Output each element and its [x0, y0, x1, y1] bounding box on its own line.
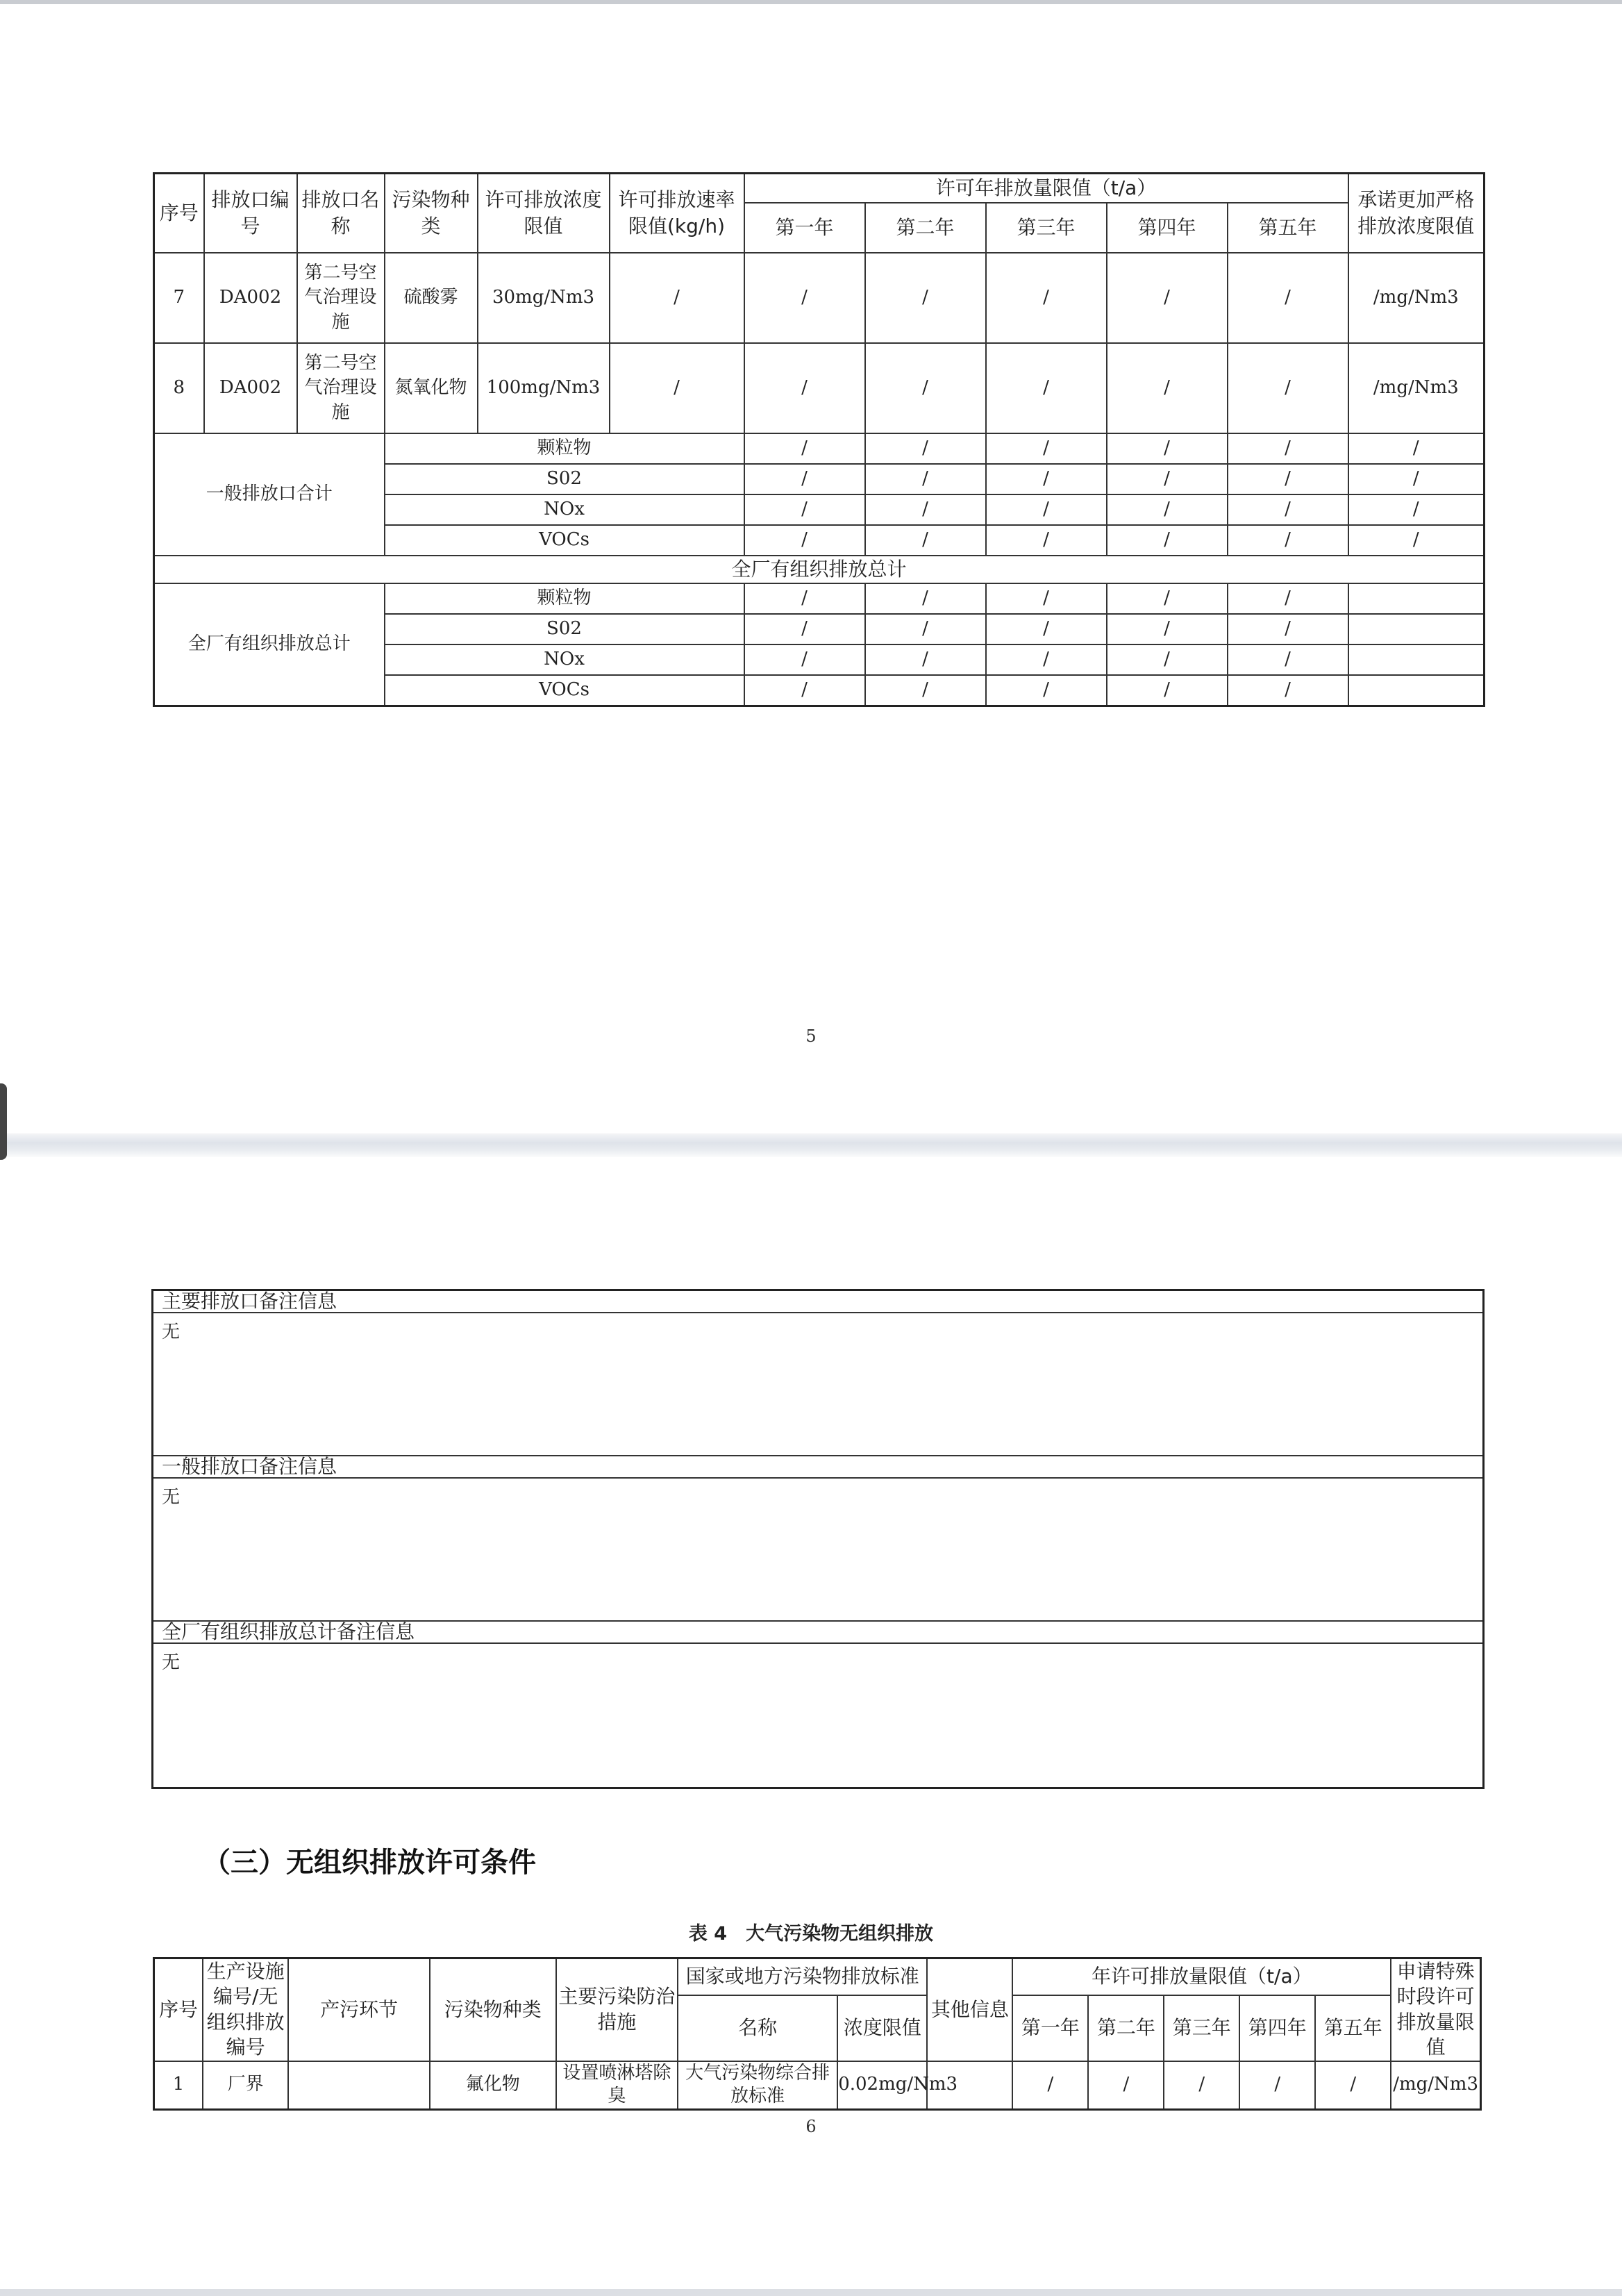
- cell-rate: /: [610, 343, 744, 433]
- cell-empty: [1348, 583, 1485, 614]
- cell-stricter: /: [1348, 464, 1485, 494]
- cell-pollutant: 颗粒物: [385, 433, 744, 464]
- header-stricter: 承诺更加严格排放浓度限值: [1348, 174, 1485, 253]
- note-body: 无: [153, 1313, 1482, 1456]
- header-standard-group: 国家或地方污染物排放标准: [678, 1958, 927, 1995]
- cell-year-1: /: [744, 614, 865, 644]
- table-row: [154, 583, 1485, 614]
- header-other: 其他信息: [927, 1958, 1012, 2061]
- cell-rate: /: [610, 253, 744, 343]
- table-caption: 表 4 大气污染物无组织排放: [688, 1923, 934, 1945]
- table-row: [154, 433, 1485, 464]
- cell-year-5: /: [1228, 675, 1348, 706]
- cell-stricter: /: [1348, 433, 1485, 464]
- cell-year-5: /: [1228, 525, 1348, 556]
- cell-year-2: /: [865, 343, 986, 433]
- section-title: （三）无组织排放许可条件: [203, 1847, 536, 1879]
- cell-year-2: /: [865, 464, 986, 494]
- cell-empty: [1348, 675, 1485, 706]
- binding-mark: [0, 1083, 7, 1160]
- cell-year-4: /: [1107, 433, 1228, 464]
- organized-emission-table: [153, 172, 1485, 707]
- general-total-label: 一般排放口合计: [154, 433, 385, 556]
- header-special: 申请特殊时段许可排放量限值: [1391, 1958, 1480, 2061]
- cell-year-1: /: [1012, 2061, 1088, 2110]
- header-standard-name: 名称: [678, 1995, 837, 2061]
- cell-year-5: /: [1228, 644, 1348, 675]
- cell-year-5: /: [1315, 2061, 1391, 2110]
- cell-year-1: /: [744, 525, 865, 556]
- header-measures: 主要污染防治措施: [556, 1958, 678, 2061]
- header-conc-limit: 许可排放浓度限值: [478, 174, 610, 253]
- cell-year-1: /: [744, 464, 865, 494]
- cell-stricter: /mg/Nm3: [1348, 343, 1485, 433]
- header-rate-limit: 许可排放速率限值(kg/h): [610, 174, 744, 253]
- cell-standard-name: 大气污染物综合排放标准: [678, 2061, 837, 2110]
- page-number: 6: [805, 2117, 817, 2136]
- header-year-2: 第二年: [1088, 1995, 1164, 2061]
- cell-year-5: /: [1228, 253, 1348, 343]
- cell-year-5: /: [1228, 343, 1348, 433]
- cell-seq: 7: [154, 253, 204, 343]
- cell-year-3: /: [986, 675, 1107, 706]
- note-body: 无: [162, 1652, 181, 1673]
- cell-year-1: /: [744, 343, 865, 433]
- header-process: 产污环节: [288, 1958, 430, 2061]
- cell-year-5: /: [1228, 464, 1348, 494]
- cell-pollutant: S02: [385, 614, 744, 644]
- cell-year-3: /: [986, 343, 1107, 433]
- header-year-3: 第三年: [1164, 1995, 1239, 2061]
- cell-pollutant: 颗粒物: [385, 583, 744, 614]
- cell-year-2: /: [865, 525, 986, 556]
- note-title: 一般排放口备注信息: [153, 1456, 1482, 1479]
- table-row: [154, 343, 1485, 433]
- cell-code: DA002: [204, 343, 297, 433]
- cell-year-3: /: [986, 433, 1107, 464]
- cell-process: [288, 2061, 430, 2110]
- cell-year-3: /: [986, 253, 1107, 343]
- header-year-5: 第五年: [1315, 1995, 1391, 2061]
- header-year-1: 第一年: [744, 203, 865, 253]
- cell-year-1: /: [744, 253, 865, 343]
- cell-year-4: /: [1239, 2061, 1315, 2110]
- cell-year-4: /: [1107, 253, 1228, 343]
- header-year-5: 第五年: [1228, 203, 1348, 253]
- header-outlet-name: 排放口名称: [297, 174, 385, 253]
- cell-year-4: /: [1107, 614, 1228, 644]
- cell-year-4: /: [1107, 464, 1228, 494]
- cell-year-1: /: [744, 644, 865, 675]
- remarks-box: [151, 1289, 1485, 1789]
- page-fold: [0, 1133, 1622, 1157]
- scan-edge-top: [0, 0, 1622, 4]
- cell-year-1: /: [744, 675, 865, 706]
- header-outlet-code: 排放口编号: [204, 174, 297, 253]
- cell-stricter: /mg/Nm3: [1348, 253, 1485, 343]
- cell-year-4: /: [1107, 675, 1228, 706]
- cell-year-3: /: [986, 494, 1107, 525]
- cell-empty: [1348, 614, 1485, 644]
- cell-year-3: /: [986, 464, 1107, 494]
- cell-stricter: /: [1348, 494, 1485, 525]
- cell-year-3: /: [1164, 2061, 1239, 2110]
- cell-year-3: /: [986, 644, 1107, 675]
- header-year-1: 第一年: [1012, 1995, 1088, 2061]
- cell-year-3: /: [986, 525, 1107, 556]
- page-number: 5: [805, 1026, 817, 1046]
- header-standard-conc: 浓度限值: [837, 1995, 927, 2061]
- header-pollutant: 污染物种类: [430, 1958, 556, 2061]
- header-annual-group: 许可年排放量限值（t/a）: [744, 174, 1348, 203]
- cell-year-2: /: [865, 583, 986, 614]
- header-annual-group: 年许可排放量限值（t/a）: [1012, 1958, 1391, 1995]
- cell-name: 第二号空气治理设施: [297, 343, 385, 433]
- table-row: [154, 2061, 1481, 2110]
- cell-year-4: /: [1107, 644, 1228, 675]
- cell-pollutant: NOx: [385, 494, 744, 525]
- header-pollutant: 污染物种类: [385, 174, 478, 253]
- cell-year-2: /: [865, 494, 986, 525]
- cell-year-5: /: [1228, 433, 1348, 464]
- header-year-4: 第四年: [1239, 1995, 1315, 2061]
- cell-pollutant: VOCs: [385, 675, 744, 706]
- cell-year-2: /: [865, 253, 986, 343]
- scan-edge-bottom: [0, 2289, 1622, 2296]
- header-seq: 序号: [154, 1958, 203, 2061]
- cell-year-3: /: [986, 583, 1107, 614]
- cell-stricter: /: [1348, 525, 1485, 556]
- cell-special: /mg/Nm3: [1391, 2061, 1480, 2110]
- cell-pollutant: NOx: [385, 644, 744, 675]
- plant-total-header: 全厂有组织排放总计: [154, 556, 1485, 583]
- cell-year-4: /: [1107, 494, 1228, 525]
- cell-year-2: /: [1088, 2061, 1164, 2110]
- cell-facility: 厂界: [203, 2061, 288, 2110]
- cell-year-1: /: [744, 583, 865, 614]
- cell-pollutant: 硫酸雾: [385, 253, 478, 343]
- cell-conc: 100mg/Nm3: [478, 343, 610, 433]
- cell-year-4: /: [1107, 343, 1228, 433]
- cell-name: 第二号空气治理设施: [297, 253, 385, 343]
- cell-year-4: /: [1107, 525, 1228, 556]
- cell-year-3: /: [986, 614, 1107, 644]
- header-facility: 生产设施编号/无组织排放编号: [203, 1958, 288, 2061]
- header-year-4: 第四年: [1107, 203, 1228, 253]
- cell-standard-conc: 0.02mg/Nm3: [837, 2061, 927, 2110]
- cell-year-5: /: [1228, 614, 1348, 644]
- table-row: [154, 556, 1485, 583]
- cell-seq: 8: [154, 343, 204, 433]
- cell-empty: [1348, 644, 1485, 675]
- cell-pollutant: VOCs: [385, 525, 744, 556]
- cell-year-2: /: [865, 675, 986, 706]
- plant-total-label: 全厂有组织排放总计: [154, 583, 385, 706]
- cell-year-5: /: [1228, 494, 1348, 525]
- table-row: [154, 253, 1485, 343]
- note-body: 无: [153, 1479, 1482, 1622]
- note-title: 主要排放口备注信息: [153, 1291, 1482, 1313]
- cell-year-1: /: [744, 494, 865, 525]
- cell-year-5: /: [1228, 583, 1348, 614]
- cell-measures: 设置喷淋塔除臭: [556, 2061, 678, 2110]
- cell-pollutant: 氟化物: [430, 2061, 556, 2110]
- cell-year-1: /: [744, 433, 865, 464]
- cell-conc: 30mg/Nm3: [478, 253, 610, 343]
- cell-year-2: /: [865, 644, 986, 675]
- cell-seq: 1: [154, 2061, 203, 2110]
- cell-year-4: /: [1107, 583, 1228, 614]
- cell-pollutant: 氮氧化物: [385, 343, 478, 433]
- fugitive-emission-table: [153, 1957, 1482, 2111]
- header-year-3: 第三年: [986, 203, 1107, 253]
- cell-pollutant: S02: [385, 464, 744, 494]
- note-title: 全厂有组织排放总计备注信息: [153, 1622, 1482, 1644]
- header-year-2: 第二年: [865, 203, 986, 253]
- header-seq: 序号: [154, 174, 204, 253]
- cell-year-2: /: [865, 433, 986, 464]
- cell-year-2: /: [865, 614, 986, 644]
- cell-code: DA002: [204, 253, 297, 343]
